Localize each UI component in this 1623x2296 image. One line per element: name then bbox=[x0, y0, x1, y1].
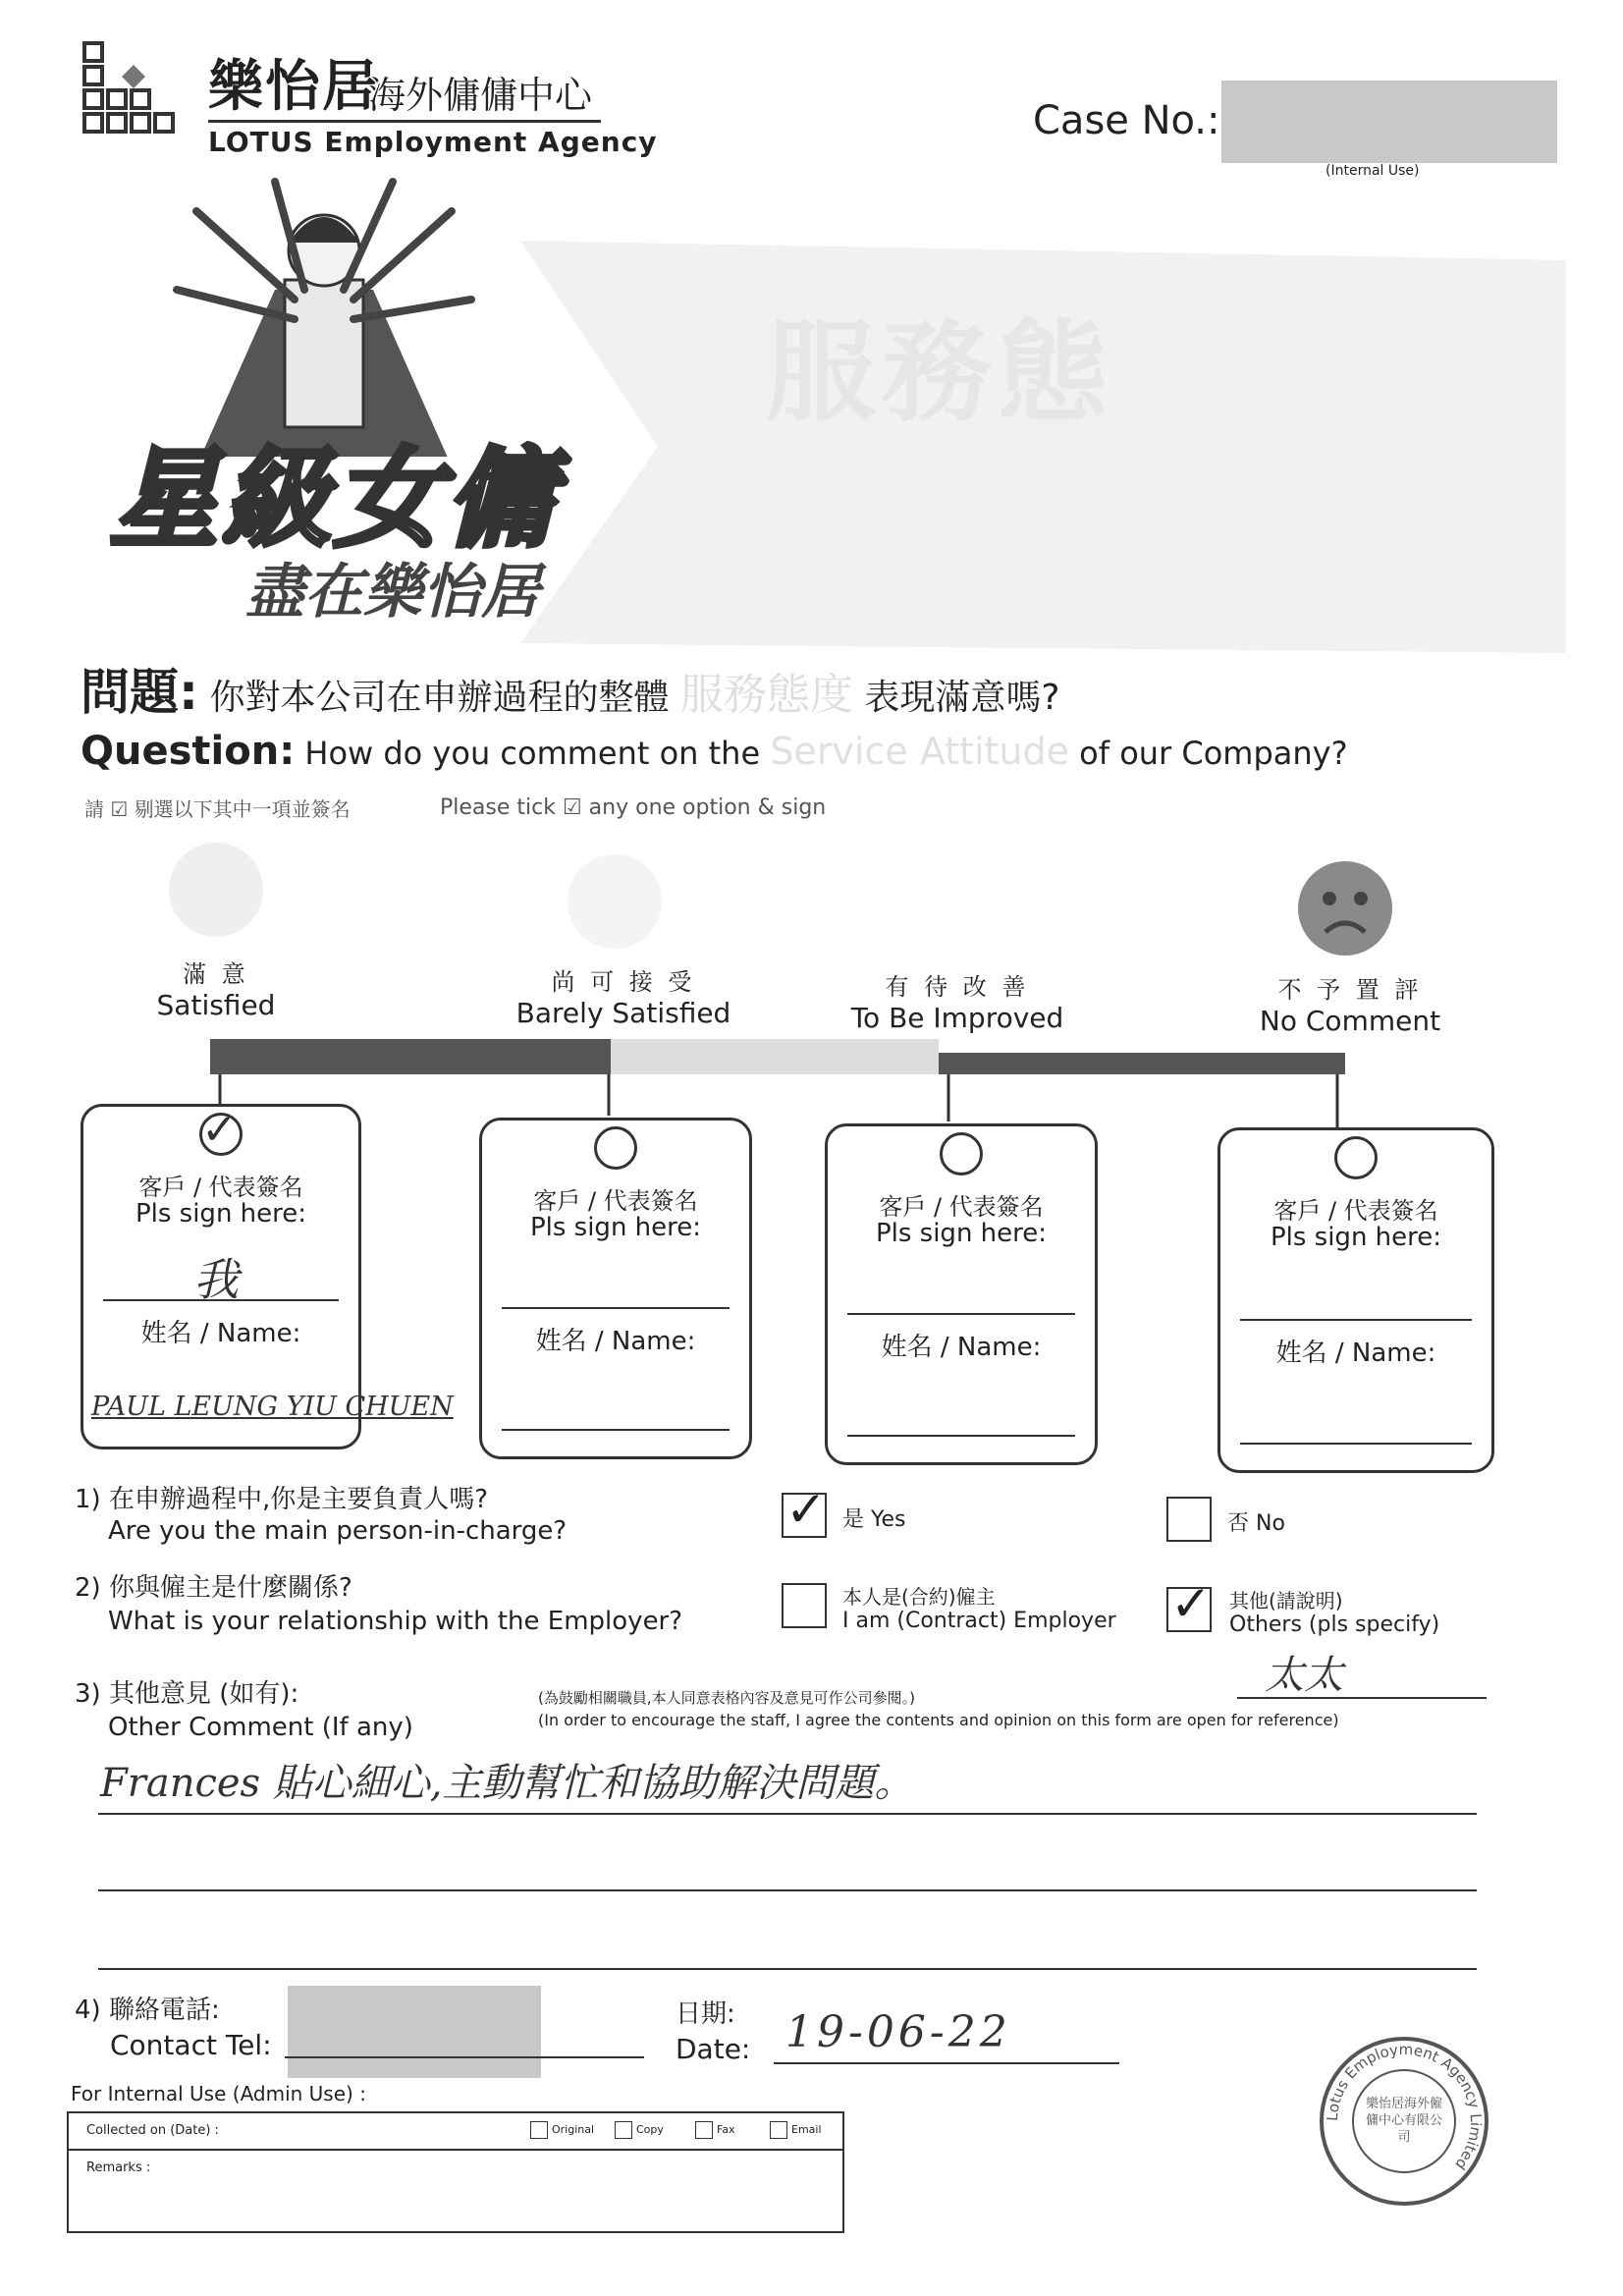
q2-others-line bbox=[1237, 1697, 1487, 1699]
comment-line bbox=[98, 1968, 1477, 1970]
q3-note-en: (In order to encourage the staff, I agree the contents and opinion on this form are open for reference) bbox=[538, 1711, 1339, 1729]
q1-yes-checkbox[interactable] bbox=[782, 1481, 827, 1538]
q2-others-value: 太太 bbox=[1265, 1653, 1343, 1698]
name-label: 姓名 / Name: bbox=[1275, 1339, 1436, 1368]
banner-faded-title: 服務態 bbox=[766, 309, 1113, 437]
sign-card-improve[interactable] bbox=[825, 1123, 1098, 1465]
sign-label-cn: 客戶 / 代表簽名 bbox=[879, 1193, 1044, 1221]
sign-line bbox=[502, 1307, 730, 1309]
question-cn-label: 問題: bbox=[81, 664, 198, 721]
sign-label-en: Pls sign here: bbox=[529, 1213, 702, 1242]
sign-label-en: Pls sign here: bbox=[1270, 1223, 1442, 1252]
question-en-label: Question: bbox=[81, 729, 296, 774]
q1-no-label: 否 No bbox=[1227, 1511, 1285, 1536]
brand-underline bbox=[208, 120, 601, 123]
q2-others-cn: 其他(請說明) bbox=[1229, 1589, 1343, 1613]
admin-row-collected bbox=[69, 2113, 842, 2151]
sign-label-cn: 客戶 / 代表簽名 bbox=[533, 1187, 698, 1215]
option-en: No Comment bbox=[1259, 1005, 1441, 1037]
case-no-label: Case No.: bbox=[1033, 98, 1220, 143]
question-cn-faded: 服務態度 bbox=[679, 670, 853, 720]
q3-cn: 3) 其他意見 (如有): bbox=[75, 1679, 299, 1709]
option-circle[interactable] bbox=[940, 1132, 983, 1175]
collected-label: Collected on (Date) : bbox=[86, 2123, 219, 2138]
original-label: Original bbox=[552, 2123, 595, 2136]
option-label-satisfied bbox=[118, 955, 314, 1021]
instruction-en: Please tick ☑ any one option & sign bbox=[440, 795, 827, 820]
q1-no-checkbox[interactable] bbox=[1166, 1497, 1212, 1542]
sign-card-satisfied[interactable] bbox=[81, 1104, 454, 1449]
name-label: 姓名 / Name: bbox=[140, 1319, 301, 1348]
remarks-label: Remarks : bbox=[86, 2160, 151, 2175]
option-label-improve bbox=[844, 967, 1070, 1034]
question-en-faded: Service Attitude bbox=[770, 730, 1069, 773]
option-en: Barely Satisfied bbox=[515, 997, 731, 1029]
date-value[interactable]: 19-06-22 bbox=[785, 2007, 1011, 2057]
option-cn: 滿 意 bbox=[183, 960, 249, 988]
q4-en: Contact Tel: bbox=[110, 2029, 272, 2061]
slogan-sub: 盡在樂怡居 bbox=[245, 558, 540, 627]
original-checkbox[interactable] bbox=[530, 2121, 548, 2139]
name-line bbox=[502, 1429, 730, 1431]
slogan-main: 星級女傭 bbox=[110, 436, 558, 562]
option-en: Satisfied bbox=[156, 989, 276, 1021]
option-label-nocomment bbox=[1237, 970, 1463, 1037]
date-en: Date: bbox=[676, 2033, 751, 2065]
q1-yes-label: 是 Yes bbox=[842, 1507, 906, 1532]
sign-card-barely[interactable] bbox=[479, 1118, 752, 1459]
q2-employer-en: I am (Contract) Employer bbox=[842, 1609, 1116, 1633]
sign-line bbox=[103, 1299, 339, 1301]
option-circle[interactable] bbox=[594, 1126, 637, 1170]
option-en: To Be Improved bbox=[850, 1002, 1064, 1034]
copy-option[interactable] bbox=[615, 2121, 664, 2139]
date-cn: 日期: bbox=[676, 1999, 735, 2029]
name-value: PAUL LEUNG YIU CHUEN bbox=[91, 1392, 454, 1422]
email-option[interactable] bbox=[770, 2121, 822, 2139]
brand-cn-sub: 海外傭傭中心 bbox=[368, 74, 593, 117]
comment-line bbox=[98, 1889, 1477, 1891]
stamp-center-text: 樂怡居海外僱傭中心有限公司 bbox=[1365, 2097, 1442, 2145]
copy-checkbox[interactable] bbox=[615, 2121, 632, 2139]
contact-tel-redacted bbox=[288, 1986, 541, 2078]
option-label-barely bbox=[501, 962, 746, 1029]
internal-use-note: (Internal Use) bbox=[1325, 163, 1420, 179]
name-label: 姓名 / Name: bbox=[535, 1327, 696, 1356]
instruction-cn: 請 ☑ 剔選以下其中一項並簽名 bbox=[84, 797, 351, 821]
face-satisfied-icon bbox=[169, 843, 263, 937]
date-line bbox=[774, 2062, 1119, 2064]
sign-card-nocomment[interactable] bbox=[1217, 1127, 1494, 1473]
sign-label-cn: 客戶 / 代表簽名 bbox=[138, 1174, 303, 1201]
q3-note-cn: (為鼓勵相關職員,本人同意表格內容及意見可作公司參閱。) bbox=[538, 1689, 915, 1707]
case-no-redacted bbox=[1221, 81, 1557, 163]
q2-en: What is your relationship with the Employer? bbox=[108, 1607, 683, 1636]
face-barely-icon bbox=[568, 854, 662, 949]
option-cn: 不 予 置 評 bbox=[1277, 976, 1423, 1004]
option-circle[interactable] bbox=[1334, 1136, 1378, 1179]
q1-cn: 1) 在申辦過程中,你是主要負責人嗎? bbox=[75, 1485, 489, 1514]
question-en bbox=[81, 729, 1348, 774]
admin-title: For Internal Use (Admin Use) : bbox=[71, 2082, 366, 2105]
email-label: Email bbox=[791, 2123, 822, 2136]
q1-en: Are you the main person-in-charge? bbox=[108, 1516, 568, 1546]
company-stamp bbox=[1316, 2033, 1492, 2210]
sign-label-en: Pls sign here: bbox=[135, 1199, 307, 1229]
sign-label-cn: 客戶 / 代表簽名 bbox=[1273, 1197, 1438, 1225]
question-cn-text-after: 表現滿意嗎? bbox=[864, 678, 1060, 718]
tick-mark-icon: ✓ bbox=[785, 1481, 827, 1538]
copy-label: Copy bbox=[636, 2123, 664, 2136]
signature: 我 bbox=[193, 1253, 239, 1306]
stamp-ring-text: Lotus Employment Agency Limited bbox=[1323, 2040, 1486, 2173]
tick-mark-icon: ✓ bbox=[201, 1105, 238, 1155]
q4-cn: 4) 聯絡電話: bbox=[75, 1995, 220, 2025]
sign-label-en: Pls sign here: bbox=[875, 1219, 1048, 1248]
name-label: 姓名 / Name: bbox=[881, 1333, 1042, 1362]
logo bbox=[82, 41, 190, 149]
name-line bbox=[1240, 1443, 1472, 1445]
admin-box bbox=[67, 2111, 844, 2233]
question-en-text: How do you comment on the bbox=[304, 735, 761, 772]
face-sad-icon bbox=[1296, 859, 1394, 957]
question-cn-text: 你對本公司在申辦過程的整體 bbox=[209, 678, 670, 718]
option-cn: 有 待 改 善 bbox=[885, 973, 1030, 1001]
q2-employer-checkbox[interactable] bbox=[782, 1583, 827, 1628]
fax-checkbox[interactable] bbox=[695, 2121, 713, 2139]
sign-line bbox=[847, 1313, 1075, 1315]
option-cn: 尚 可 接 受 bbox=[551, 968, 696, 996]
name-line bbox=[847, 1435, 1075, 1437]
q2-employer-cn: 本人是(合約)僱主 bbox=[842, 1585, 996, 1609]
sign-line bbox=[1240, 1319, 1472, 1321]
question-en-text-after: of our Company? bbox=[1079, 735, 1348, 772]
email-checkbox[interactable] bbox=[770, 2121, 787, 2139]
q2-others-en: Others (pls specify) bbox=[1229, 1613, 1440, 1637]
tick-mark-icon: ✓ bbox=[1170, 1575, 1212, 1632]
fax-option[interactable] bbox=[695, 2121, 735, 2139]
comment-line bbox=[98, 1813, 1477, 1815]
q3-comment[interactable]: Frances 貼心細心,主動幫忙和協助解決問題。 bbox=[100, 1761, 914, 1806]
q2-cn: 2) 你與僱主是什麼關係? bbox=[75, 1573, 352, 1603]
brand-en: LOTUS Employment Agency bbox=[208, 126, 658, 158]
fax-label: Fax bbox=[717, 2123, 735, 2136]
original-option[interactable] bbox=[530, 2121, 594, 2139]
hanger-bar bbox=[210, 1039, 1345, 1074]
brand-cn: 樂怡居 bbox=[208, 55, 379, 119]
question-cn bbox=[81, 653, 1059, 724]
q2-others-checkbox[interactable] bbox=[1166, 1575, 1212, 1632]
q3-en: Other Comment (If any) bbox=[108, 1713, 413, 1742]
contact-tel-line bbox=[285, 2056, 644, 2058]
